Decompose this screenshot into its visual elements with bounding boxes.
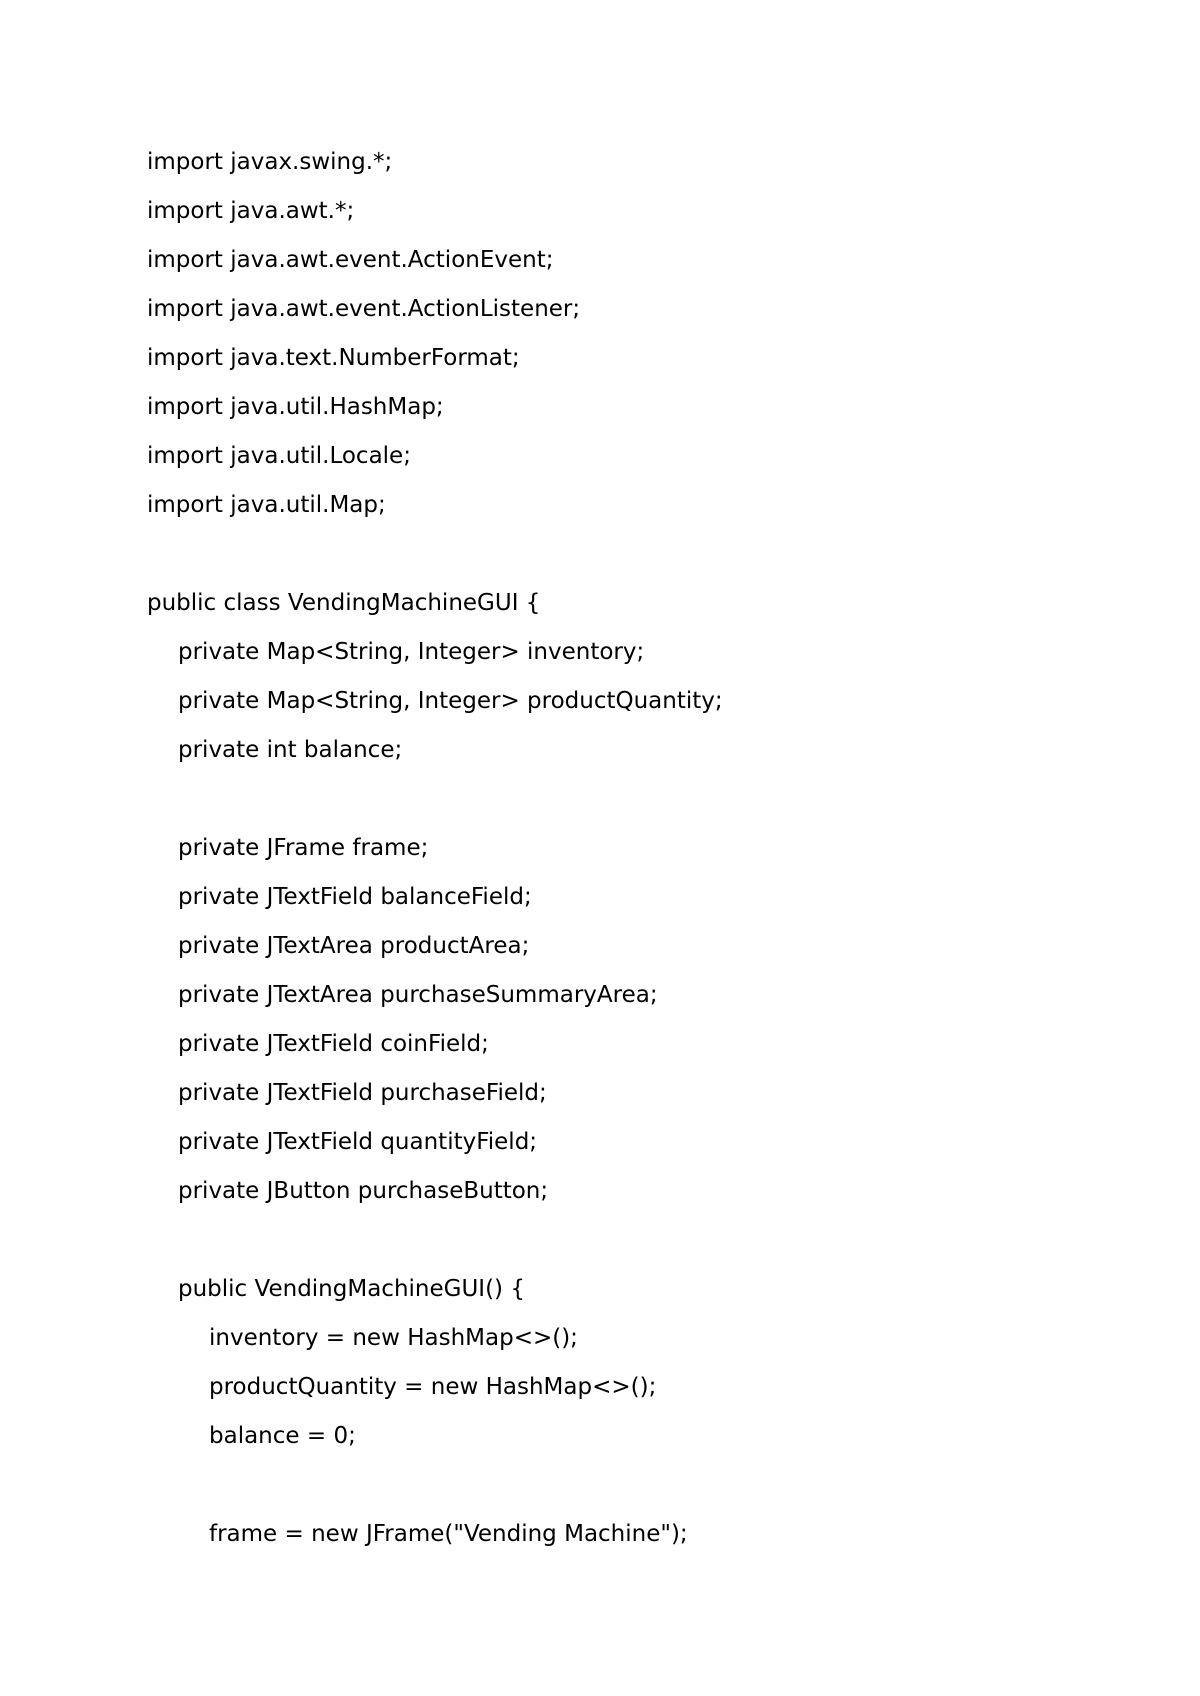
code-line: private JFrame frame; bbox=[178, 835, 429, 861]
code-line: import java.awt.*; bbox=[147, 198, 355, 224]
blank-line bbox=[147, 530, 723, 579]
code-listing bbox=[147, 138, 723, 1559]
code-line: inventory = new HashMap<>(); bbox=[209, 1325, 578, 1351]
code-line: private JTextField quantityField; bbox=[178, 1129, 538, 1155]
code-line: import java.awt.event.ActionListener; bbox=[147, 296, 581, 322]
code-line: import java.util.Map; bbox=[147, 492, 386, 518]
code-line: private Map<String, Integer> inventory; bbox=[178, 639, 645, 665]
code-line: import java.util.HashMap; bbox=[147, 394, 444, 420]
code-line: private Map<String, Integer> productQuantity; bbox=[178, 688, 723, 714]
code-line: private int balance; bbox=[178, 737, 403, 763]
code-line: public VendingMachineGUI() { bbox=[178, 1276, 525, 1302]
code-line: frame = new JFrame("Vending Machine"); bbox=[209, 1521, 688, 1547]
code-line: import java.awt.event.ActionEvent; bbox=[147, 247, 554, 273]
code-line: private JTextField balanceField; bbox=[178, 884, 532, 910]
code-line: private JTextArea productArea; bbox=[178, 933, 530, 959]
code-line: import javax.swing.*; bbox=[147, 149, 393, 175]
code-line: private JTextField coinField; bbox=[178, 1031, 489, 1057]
code-line: balance = 0; bbox=[209, 1423, 356, 1449]
code-line: public class VendingMachineGUI { bbox=[147, 590, 541, 616]
code-line: private JButton purchaseButton; bbox=[178, 1178, 549, 1204]
blank-line bbox=[147, 1216, 723, 1265]
code-line: private JTextField purchaseField; bbox=[178, 1080, 547, 1106]
code-line: import java.text.NumberFormat; bbox=[147, 345, 520, 371]
code-line: private JTextArea purchaseSummaryArea; bbox=[178, 982, 658, 1008]
blank-line bbox=[147, 1461, 723, 1510]
blank-line bbox=[147, 775, 723, 824]
code-line: import java.util.Locale; bbox=[147, 443, 411, 469]
code-line: productQuantity = new HashMap<>(); bbox=[209, 1374, 657, 1400]
